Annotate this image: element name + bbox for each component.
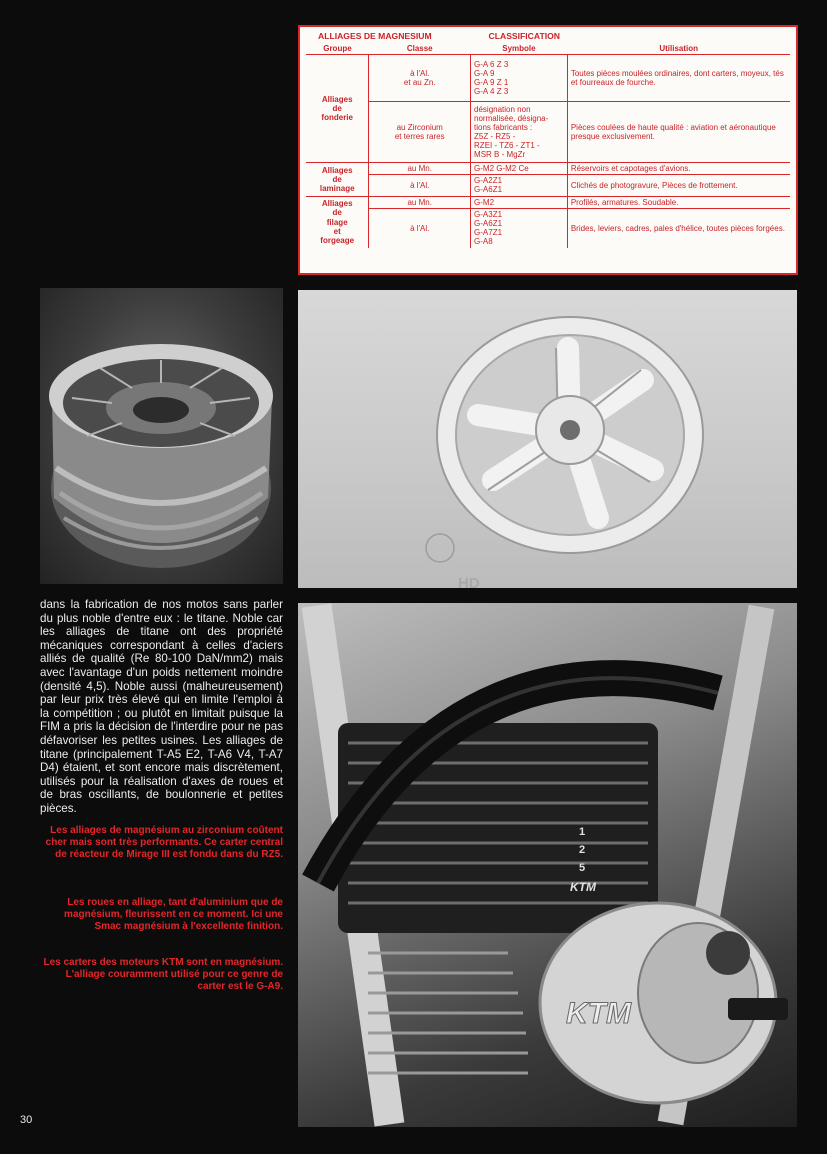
group-label: et (333, 226, 341, 236)
table-classification: CLASSIFICATION (488, 31, 560, 41)
symbole-cell (471, 175, 568, 196)
classe-text: au Zirconium (396, 122, 443, 132)
caption-wheel: Les roues en alliage, tant d'aluminium que de magnésium, fleurissent en ce moment. Ici une Smac magnésium à l'excellente finition. (64, 897, 283, 932)
symbole-text: G-A6Z1 (474, 219, 503, 228)
symbole-cell: G-M2 (471, 196, 568, 208)
symbole-cell (471, 55, 568, 102)
utilisation-cell: Pièces coulées de haute qualité : aviation et aéronautique presque exclusivement. (567, 102, 790, 163)
wheel-illustration (298, 290, 797, 588)
classe-text: et terres rares (394, 132, 445, 142)
symbole-text: RZEI - TZ6 - ZT1 - (474, 141, 540, 151)
group-label: fonderie (321, 113, 353, 123)
table-row (306, 208, 790, 247)
photo-ktm-engine (298, 603, 797, 1127)
symbole-cell: G-M2 G-M2 Ce (471, 163, 568, 175)
group-label: de (332, 103, 342, 113)
utilisation-cell: Clichés de photogravure, Pièces de frottement. (567, 175, 790, 196)
col-groupe: Groupe (306, 43, 369, 55)
symbole-text: Z5Z - RZ5 - (474, 132, 516, 142)
symbole-text: désignation non (474, 104, 531, 114)
classe-text: et au Zn. (403, 78, 436, 88)
magnesium-alloys-table (298, 25, 798, 275)
group-label: de (332, 174, 342, 184)
classe-cell: au Mn. (369, 163, 471, 175)
classe-cell (369, 102, 471, 163)
reactor-casing-illustration (40, 288, 283, 584)
symbole-text: G-A2Z1 (474, 176, 503, 186)
caption-ktm-engine: Les carters des moteurs KTM sont en magnésium. L'alliage couramment utilisé pour ce genre de carter est le G-A9. (43, 957, 283, 992)
utilisation-cell: Brides, leviers, cadres, pales d'hélice, toutes pièces forgées. (570, 223, 785, 233)
symbole-text: G-A 9 Z 1 (474, 78, 509, 88)
symbole-text: G-A8 (474, 237, 493, 247)
table-row (306, 102, 790, 163)
col-classe: Classe (369, 43, 471, 55)
article-body-text: dans la fabrication de nos motos sans parler du plus noble d'entre eux : le titane. Noble car les alliages de titane ont des propriété mécaniques correspondant à celles d'aciers alliés de qualité (Re 80-100 DaN/mm2) mais avec l'avantage d'un poids nettement moindre (densité 4,5). Noble aussi (malheureusement) par leur prix très élevé qui en limite l'emploi à la compétition ; ou plutôt en limitait puisque la FIM a pris la décision de l'interdire pour ne pas défavoriser les petites usines. Les alliages de titane (principalement T-A5 E2, T-A6 V4, T-A7 D4) étaient, et sont encore mais discrètement, utilisés pour la réalisation d'axes de roues et de bras oscillants, de boulonnerie et petites pièces. (40, 598, 283, 815)
group-label: de (332, 208, 342, 218)
engine-illustration (298, 603, 797, 1127)
classe-cell (369, 55, 471, 102)
caption-reactor-casing: Les alliages de magnésium au zirconium coûtent cher mais sont très performants. Ce carter central de réacteur de Mirage III est fondu dans du RZ5. (45, 825, 283, 860)
photo-reactor-casing (40, 288, 283, 584)
watermark-logo (426, 534, 480, 588)
table-header-row (306, 43, 790, 55)
col-utilisation: Utilisation (567, 43, 790, 55)
group-label: filage (326, 217, 348, 227)
classe-cell: à l'Al. (369, 175, 471, 196)
symbole-cell (471, 208, 568, 247)
group-label: Alliages (321, 94, 353, 104)
table-row (306, 175, 790, 196)
photo-magnesium-wheel (298, 290, 797, 588)
utilisation-cell: Toutes pièces moulées ordinaires, dont carters, moyeux, tés et fourreaux de fourche. (567, 55, 790, 102)
symbole-text: MSR B - MgZr (474, 150, 526, 160)
symbole-text: G-A3Z1 (474, 209, 503, 219)
symbole-text: G-A6Z1 (474, 185, 503, 195)
gear-digit: 1 (579, 826, 586, 838)
table-title: ALLIAGES DE MAGNESIUM (318, 31, 432, 41)
utilisation-cell: Réservoirs et capotages d'avions. (567, 163, 790, 175)
gear-digit: 2 (579, 844, 586, 856)
table-title-row (306, 31, 790, 43)
classification-table (306, 31, 790, 248)
group-label: forgeage (320, 235, 355, 245)
gear-digit: 5 (579, 862, 586, 874)
classe-text: à l'Al. (410, 68, 430, 78)
crankcase-brand-label: KTM (566, 997, 631, 1030)
group-laminage (306, 163, 369, 197)
symbole-text: normalisée, désigna- (474, 113, 549, 123)
symbole-text: G-A 4 Z 3 (474, 87, 509, 97)
classe-cell: à l'Al. (369, 208, 471, 247)
symbole-text: G-A 9 (474, 68, 495, 78)
symbole-text: tions fabricants : (474, 122, 533, 132)
symbole-cell (471, 102, 568, 163)
group-filage (306, 196, 369, 247)
group-fonderie (306, 55, 369, 163)
table-row (306, 163, 790, 175)
col-symbole: Symbole (471, 43, 568, 55)
watermark-text: HD (458, 575, 480, 588)
page-number: 30 (20, 1114, 33, 1126)
group-label: Alliages (321, 199, 353, 209)
table-row (306, 55, 790, 102)
symbole-text: G-A 6 Z 3 (474, 59, 509, 69)
classe-cell: au Mn. (369, 196, 471, 208)
group-label: Alliages (321, 165, 353, 175)
table-row (306, 196, 790, 208)
utilisation-cell: Profilés, armatures. Soudable. (567, 196, 790, 208)
cylinder-brand-label: KTM (570, 880, 596, 894)
group-label: laminage (319, 183, 355, 193)
symbole-text: G-A7Z1 (474, 228, 503, 238)
